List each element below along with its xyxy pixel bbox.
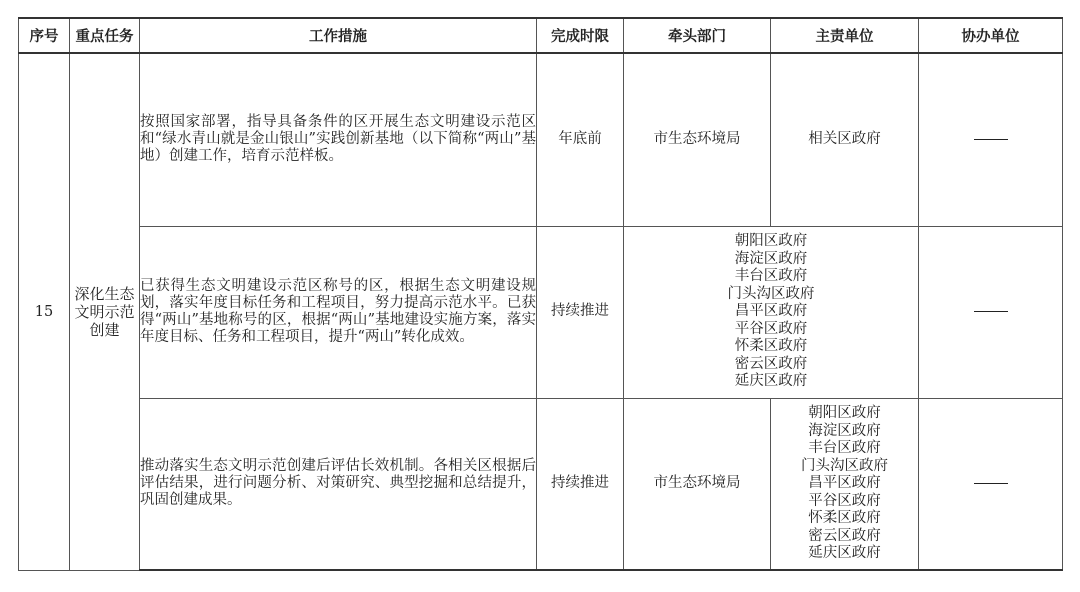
header-lead-dept: 牵头部门 [624,18,771,53]
district-gov: 昌平区政府 [734,303,808,320]
header-assist: 协办单位 [919,18,1063,53]
deadline-cell: 持续推进 [537,226,624,398]
district-gov: 平谷区政府 [734,320,808,337]
district-gov: 延庆区政府 [734,373,808,390]
district-gov: 海淀区政府 [808,422,881,439]
district-gov: 门头沟区政府 [727,285,815,302]
lead-responsible-cell [624,226,919,398]
deadline-cell: 持续推进 [537,398,624,570]
table-row [19,226,1063,398]
dash-mark [974,483,1008,484]
dash-mark [974,311,1008,312]
measure-cell: 推动落实生态文明示范创建后评估长效机制。各相关区根据后评估结果，进行问题分析、对策研究、典型挖掘和总结提升，巩固创建成果。 [140,398,537,570]
district-gov: 怀柔区政府 [808,510,881,526]
district-gov: 丰台区政府 [808,440,881,456]
table-row [19,53,1063,226]
assist-cell [919,226,1063,398]
header-deadline: 完成时限 [537,18,624,53]
header-serial: 序号 [19,18,70,53]
assist-cell [919,53,1063,226]
district-gov: 怀柔区政府 [734,338,808,355]
district-gov: 门头沟区政府 [801,457,888,474]
district-gov: 延庆区政府 [808,545,881,561]
district-gov: 丰台区政府 [734,268,808,285]
district-gov: 平谷区政府 [808,492,881,509]
assist-cell [919,398,1063,570]
header-row [19,18,1063,53]
lead-dept-cell: 市生态环境局 [624,53,771,226]
responsible-cell: 相关区政府 [771,53,919,226]
lead-dept-cell: 市生态环境局 [624,398,771,570]
row-serial: 15 [19,53,70,570]
key-task [70,53,140,570]
measure-cell: 按照国家部署，指导具备条件的区开展生态文明建设示范区和“绿水青山就是金山银山”实践创新基地（以下简称“两山”基地）创建工作，培育示范样板。 [140,53,537,226]
task-table [18,17,1063,571]
district-gov: 密云区政府 [734,355,808,372]
header-measures: 工作措施 [140,18,537,53]
header-key-task: 重点任务 [70,18,140,53]
measure-cell: 已获得生态文明建设示范区称号的区，根据生态文明建设规划，落实年度目标任务和工程项目，努力提高示范水平。已获得“两山”基地称号的区，根据“两山”基地建设实施方案，落实年度目标、任务和工程项目，提升“两山”转化成效。 [140,226,537,398]
key-task-line: 创建 [89,320,120,339]
key-task-line: 深化生态 [74,284,135,303]
header-responsible: 主责单位 [771,18,919,53]
responsible-cell [771,398,919,570]
deadline-cell: 年底前 [537,53,624,226]
key-task-line: 文明示范 [74,302,135,321]
district-gov: 朝阳区政府 [734,233,808,250]
district-gov: 朝阳区政府 [808,405,881,421]
table-row [19,398,1063,570]
district-gov: 昌平区政府 [808,475,881,491]
district-gov: 海淀区政府 [734,250,808,267]
district-gov: 密云区政府 [808,527,881,544]
dash-mark [974,139,1008,140]
